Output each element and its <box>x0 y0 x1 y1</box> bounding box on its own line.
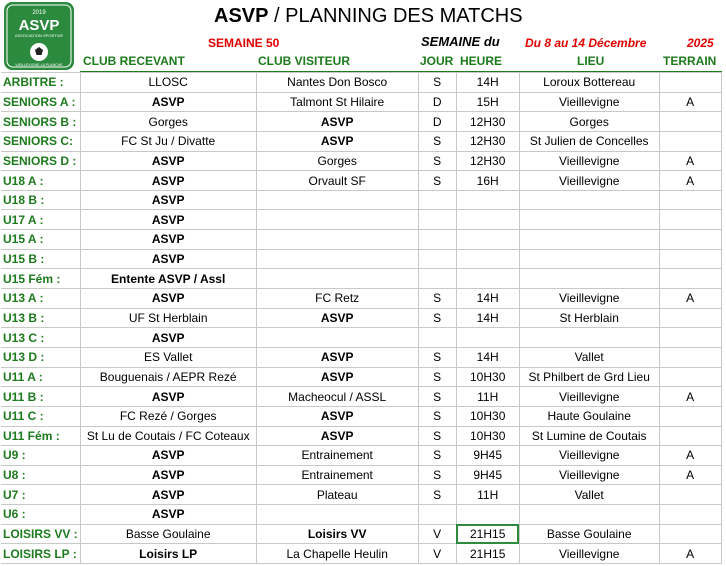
category-cell[interactable]: U15 A : <box>1 230 80 250</box>
away-club-cell[interactable]: ASVP <box>256 131 418 151</box>
time-cell[interactable] <box>456 328 519 348</box>
col-header-home: CLUB RECEVANT <box>83 54 185 68</box>
home-club-cell[interactable]: UF St Herblain <box>80 308 256 328</box>
category-cell[interactable]: SENIORS D : <box>1 151 80 171</box>
day-cell[interactable] <box>418 210 456 230</box>
table-row <box>1 171 721 191</box>
table-row <box>1 446 721 466</box>
day-cell[interactable] <box>418 230 456 250</box>
category-cell[interactable]: U11 C : <box>1 406 80 426</box>
field-cell[interactable]: A <box>659 171 721 191</box>
home-club-cell[interactable]: ASVP <box>80 289 256 309</box>
table-row <box>1 465 721 485</box>
day-cell[interactable]: S <box>418 171 456 191</box>
field-cell[interactable] <box>659 73 721 93</box>
time-cell[interactable] <box>456 210 519 230</box>
category-cell[interactable]: U6 : <box>1 505 80 525</box>
home-club-cell[interactable]: ASVP <box>80 387 256 407</box>
category-cell[interactable]: U15 Fém : <box>1 269 80 289</box>
time-cell[interactable]: 10H30 <box>456 367 519 387</box>
away-club-cell[interactable]: Gorges <box>256 151 418 171</box>
home-club-cell[interactable]: Entente ASVP / Assl <box>80 269 256 289</box>
place-cell[interactable]: Vallet <box>519 485 659 505</box>
table-row <box>1 367 721 387</box>
table-row <box>1 151 721 171</box>
place-cell[interactable] <box>519 210 659 230</box>
away-club-cell[interactable]: Entrainement <box>256 446 418 466</box>
home-club-cell[interactable]: ASVP <box>80 230 256 250</box>
home-club-cell[interactable]: ASVP <box>80 210 256 230</box>
day-cell[interactable] <box>418 249 456 269</box>
day-cell[interactable] <box>418 505 456 525</box>
time-cell[interactable]: 9H45 <box>456 446 519 466</box>
time-cell[interactable]: 21H15 <box>456 544 519 564</box>
time-cell[interactable] <box>456 249 519 269</box>
category-cell[interactable]: U7 : <box>1 485 80 505</box>
day-cell[interactable]: D <box>418 92 456 112</box>
day-cell[interactable]: S <box>418 308 456 328</box>
table-row <box>1 249 721 269</box>
field-cell[interactable] <box>659 505 721 525</box>
field-cell[interactable] <box>659 367 721 387</box>
table-row <box>1 524 721 544</box>
title-club: ASVP <box>214 5 269 27</box>
col-header-day: JOUR <box>420 54 454 68</box>
table-row <box>1 328 721 348</box>
table-row <box>1 544 721 564</box>
away-club-cell[interactable] <box>256 505 418 525</box>
day-cell[interactable] <box>418 190 456 210</box>
category-cell[interactable]: U11 A : <box>1 367 80 387</box>
place-cell[interactable] <box>519 505 659 525</box>
col-header-away: CLUB VISITEUR <box>258 54 351 68</box>
category-cell[interactable]: U15 B : <box>1 249 80 269</box>
place-cell[interactable]: St Herblain <box>519 308 659 328</box>
time-cell[interactable]: 11H <box>456 485 519 505</box>
field-cell[interactable] <box>659 485 721 505</box>
table-row <box>1 387 721 407</box>
home-club-cell[interactable]: ASVP <box>80 151 256 171</box>
table-row <box>1 269 721 289</box>
category-cell[interactable]: SENIORS B : <box>1 112 80 132</box>
field-cell[interactable] <box>659 308 721 328</box>
time-cell[interactable]: 14H <box>456 308 519 328</box>
home-club-cell[interactable]: Loisirs LP <box>80 544 256 564</box>
place-cell[interactable]: Vieillevigne <box>519 171 659 191</box>
col-header-time: HEURE <box>460 54 503 68</box>
day-cell[interactable]: V <box>418 524 456 544</box>
table-row <box>1 92 721 112</box>
time-cell[interactable]: 12H30 <box>456 131 519 151</box>
asvp-logo <box>4 2 74 70</box>
category-cell[interactable]: U17 A : <box>1 210 80 230</box>
field-cell[interactable]: A <box>659 289 721 309</box>
place-cell[interactable]: Loroux Bottereau <box>519 73 659 93</box>
place-cell[interactable] <box>519 249 659 269</box>
title-rest: / PLANNING DES MATCHS <box>268 5 523 27</box>
col-header-field: TERRAIN <box>663 54 717 68</box>
time-cell[interactable] <box>456 230 519 250</box>
page-title <box>214 5 523 28</box>
home-club-cell[interactable]: ASVP <box>80 190 256 210</box>
day-cell[interactable]: S <box>418 73 456 93</box>
place-cell[interactable] <box>519 328 659 348</box>
category-cell[interactable]: U11 Fém : <box>1 426 80 446</box>
home-club-cell[interactable]: Gorges <box>80 112 256 132</box>
category-cell[interactable]: LOISIRS LP : <box>1 544 80 564</box>
logo-name: ASVP <box>18 17 60 34</box>
field-cell[interactable] <box>659 112 721 132</box>
place-cell[interactable]: Vieillevigne <box>519 289 659 309</box>
home-club-cell[interactable]: ASVP <box>80 171 256 191</box>
day-cell[interactable]: S <box>418 151 456 171</box>
time-cell[interactable]: 12H30 <box>456 151 519 171</box>
away-club-cell[interactable]: Nantes Don Bosco <box>256 73 418 93</box>
field-cell[interactable] <box>659 406 721 426</box>
field-cell[interactable] <box>659 524 721 544</box>
table-row <box>1 131 721 151</box>
home-club-cell[interactable]: ASVP <box>80 328 256 348</box>
time-cell[interactable]: 14H <box>456 289 519 309</box>
table-row <box>1 406 721 426</box>
place-cell[interactable]: St Lumine de Coutais <box>519 426 659 446</box>
field-cell[interactable] <box>659 210 721 230</box>
place-cell[interactable]: Haute Goulaine <box>519 406 659 426</box>
place-cell[interactable]: Vieillevigne <box>519 544 659 564</box>
table-row <box>1 505 721 525</box>
category-cell[interactable]: U11 B : <box>1 387 80 407</box>
field-cell[interactable] <box>659 131 721 151</box>
field-cell[interactable]: A <box>659 151 721 171</box>
place-cell[interactable]: Vieillevigne <box>519 151 659 171</box>
field-cell[interactable]: A <box>659 544 721 564</box>
category-cell[interactable]: ARBITRE : <box>1 73 80 93</box>
day-cell[interactable]: S <box>418 406 456 426</box>
place-cell[interactable]: Gorges <box>519 112 659 132</box>
day-cell[interactable]: S <box>418 465 456 485</box>
day-cell[interactable]: V <box>418 544 456 564</box>
category-cell[interactable]: U18 A : <box>1 171 80 191</box>
week-label: SEMAINE 50 <box>208 36 280 50</box>
table-row <box>1 190 721 210</box>
place-cell[interactable]: Vieillevigne <box>519 92 659 112</box>
category-cell[interactable]: U13 C : <box>1 328 80 348</box>
category-cell[interactable]: LOISIRS VV : <box>1 524 80 544</box>
table-row <box>1 289 721 309</box>
day-cell[interactable]: S <box>418 485 456 505</box>
day-cell[interactable]: D <box>418 112 456 132</box>
table-row <box>1 426 721 446</box>
place-cell[interactable]: Basse Goulaine <box>519 524 659 544</box>
place-cell[interactable]: Vallet <box>519 347 659 367</box>
time-cell[interactable]: 10H30 <box>456 426 519 446</box>
time-cell[interactable]: 14H <box>456 347 519 367</box>
logo-year: 2019 <box>32 10 46 16</box>
category-cell[interactable]: U9 : <box>1 446 80 466</box>
time-cell[interactable]: 9H45 <box>456 465 519 485</box>
field-cell[interactable] <box>659 426 721 446</box>
field-cell[interactable]: A <box>659 92 721 112</box>
time-cell[interactable]: 10H30 <box>456 406 519 426</box>
away-club-cell[interactable]: ASVP <box>256 406 418 426</box>
place-cell[interactable]: St Julien de Concelles <box>519 131 659 151</box>
field-cell[interactable]: A <box>659 446 721 466</box>
home-club-cell[interactable]: ASVP <box>80 446 256 466</box>
away-club-cell[interactable]: ASVP <box>256 308 418 328</box>
day-cell[interactable]: S <box>418 367 456 387</box>
time-cell[interactable]: 21H15 <box>456 524 519 544</box>
away-club-cell[interactable]: ASVP <box>256 347 418 367</box>
category-cell[interactable]: U13 A : <box>1 289 80 309</box>
field-cell[interactable] <box>659 230 721 250</box>
time-cell[interactable] <box>456 190 519 210</box>
field-cell[interactable]: A <box>659 387 721 407</box>
time-cell[interactable]: 14H <box>456 73 519 93</box>
away-club-cell[interactable]: Macheocul / ASSL <box>256 387 418 407</box>
field-cell[interactable]: A <box>659 465 721 485</box>
away-club-cell[interactable] <box>256 328 418 348</box>
table-row <box>1 308 721 328</box>
away-club-cell[interactable]: Plateau <box>256 485 418 505</box>
away-club-cell[interactable]: Orvault SF <box>256 171 418 191</box>
away-club-cell[interactable]: La Chapelle Heulin <box>256 544 418 564</box>
day-cell[interactable]: S <box>418 131 456 151</box>
place-cell[interactable]: St Philbert de Grd Lieu <box>519 367 659 387</box>
time-cell[interactable] <box>456 269 519 289</box>
away-club-cell[interactable]: Entrainement <box>256 465 418 485</box>
table-row <box>1 210 721 230</box>
field-cell[interactable] <box>659 347 721 367</box>
home-club-cell[interactable]: Bouguenais / AEPR Rezé <box>80 367 256 387</box>
category-cell[interactable]: U18 B : <box>1 190 80 210</box>
away-club-cell[interactable]: ASVP <box>256 112 418 132</box>
away-club-cell[interactable]: ASVP <box>256 426 418 446</box>
home-club-cell[interactable]: ASVP <box>80 249 256 269</box>
col-header-place: LIEU <box>577 54 605 68</box>
field-cell[interactable] <box>659 249 721 269</box>
day-cell[interactable]: S <box>418 446 456 466</box>
day-cell[interactable]: S <box>418 426 456 446</box>
home-club-cell[interactable]: ES Vallet <box>80 347 256 367</box>
day-cell[interactable]: S <box>418 387 456 407</box>
home-club-cell[interactable]: FC Rezé / Gorges <box>80 406 256 426</box>
day-cell[interactable]: S <box>418 289 456 309</box>
away-club-cell[interactable] <box>256 269 418 289</box>
day-cell[interactable] <box>418 269 456 289</box>
table-row <box>1 73 721 93</box>
place-cell[interactable] <box>519 190 659 210</box>
home-club-cell[interactable]: FC St Ju / Divatte <box>80 131 256 151</box>
year-label: 2025 <box>687 36 714 50</box>
away-club-cell[interactable]: Loisirs VV <box>256 524 418 544</box>
match-table <box>1 72 722 564</box>
time-cell[interactable]: 15H <box>456 92 519 112</box>
table-row <box>1 347 721 367</box>
home-club-cell[interactable]: LLOSC <box>80 73 256 93</box>
time-cell[interactable]: 12H30 <box>456 112 519 132</box>
time-cell[interactable]: 16H <box>456 171 519 191</box>
place-cell[interactable] <box>519 230 659 250</box>
away-club-cell[interactable] <box>256 249 418 269</box>
home-club-cell[interactable]: St Lu de Coutais / FC Coteaux <box>80 426 256 446</box>
away-club-cell[interactable] <box>256 210 418 230</box>
place-cell[interactable]: Vieillevigne <box>519 387 659 407</box>
table-row <box>1 112 721 132</box>
home-club-cell[interactable]: Basse Goulaine <box>80 524 256 544</box>
home-club-cell[interactable]: ASVP <box>80 505 256 525</box>
field-cell[interactable] <box>659 269 721 289</box>
time-cell[interactable]: 11H <box>456 387 519 407</box>
table-row <box>1 230 721 250</box>
table-row <box>1 485 721 505</box>
day-cell[interactable]: S <box>418 347 456 367</box>
category-cell[interactable]: SENIORS A : <box>1 92 80 112</box>
field-cell[interactable] <box>659 328 721 348</box>
field-cell[interactable] <box>659 190 721 210</box>
category-cell[interactable]: U8 : <box>1 465 80 485</box>
logo-bottom: VIEILLEVIGNE LA PLANCHE <box>15 63 63 67</box>
away-club-cell[interactable] <box>256 190 418 210</box>
semaine-du-label: SEMAINE du <box>421 34 500 49</box>
date-range: Du 8 au 14 Décembre <box>525 36 647 50</box>
place-cell[interactable] <box>519 269 659 289</box>
time-cell[interactable] <box>456 505 519 525</box>
away-club-cell[interactable]: ASVP <box>256 367 418 387</box>
home-club-cell[interactable]: ASVP <box>80 465 256 485</box>
logo-sub: ASSOCIATION SPORTIVE <box>14 33 64 38</box>
category-cell[interactable]: SENIORS C: <box>1 131 80 151</box>
category-cell[interactable]: U13 D : <box>1 347 80 367</box>
home-club-cell[interactable]: ASVP <box>80 92 256 112</box>
place-cell[interactable]: Vieillevigne <box>519 446 659 466</box>
away-club-cell[interactable] <box>256 230 418 250</box>
category-cell[interactable]: U13 B : <box>1 308 80 328</box>
day-cell[interactable] <box>418 328 456 348</box>
away-club-cell[interactable]: Talmont St Hilaire <box>256 92 418 112</box>
place-cell[interactable]: Vieillevigne <box>519 465 659 485</box>
away-club-cell[interactable]: FC Retz <box>256 289 418 309</box>
home-club-cell[interactable]: ASVP <box>80 485 256 505</box>
